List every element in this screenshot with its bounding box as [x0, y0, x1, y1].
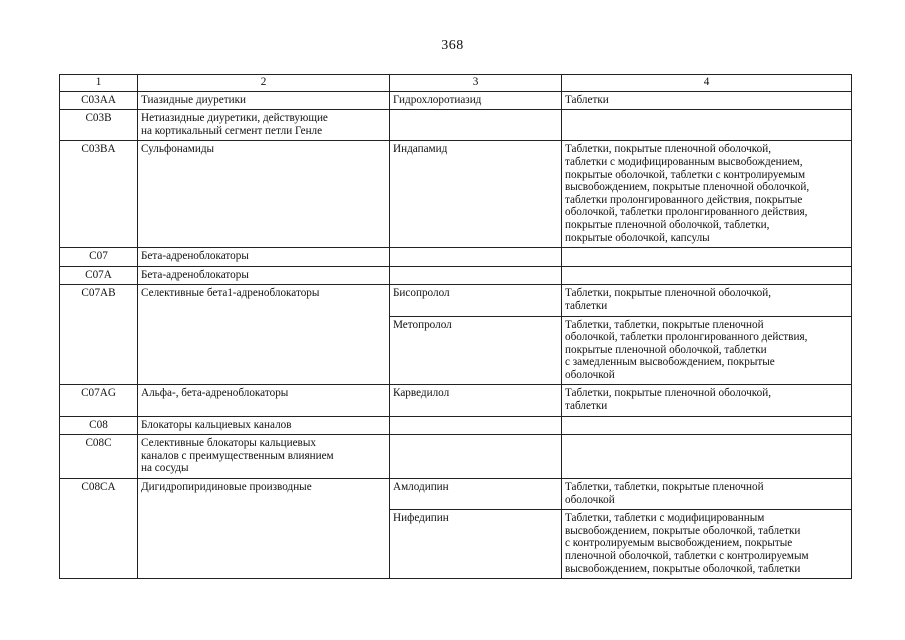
drug-cell: Амлодипин: [390, 479, 562, 510]
dosage-form-cell: Таблетки, покрытые пленочной оболочкой, таблетки: [562, 285, 852, 316]
atc-code-cell: C03AA: [60, 91, 138, 110]
atc-code-cell: C07AB: [60, 285, 138, 385]
dosage-form-cell: [562, 110, 852, 141]
page-number: 368: [441, 38, 464, 53]
group-cell: Альфа-, бета-адреноблокаторы: [138, 385, 390, 416]
header-cell: 2: [138, 75, 390, 92]
atc-code-cell: C08CA: [60, 479, 138, 579]
dosage-form-cell: Таблетки, таблетки, покрытые пленочной оболочкой: [562, 479, 852, 510]
drug-cell: Индапамид: [390, 141, 562, 248]
drug-cell: [390, 110, 562, 141]
dosage-form-cell: [562, 416, 852, 435]
atc-code-cell: C03B: [60, 110, 138, 141]
table-header-row: [60, 75, 852, 92]
atc-code-cell: C07: [60, 248, 138, 267]
group-cell: Селективные бета1-адреноблокаторы: [138, 285, 390, 385]
table-row: [60, 385, 852, 416]
group-cell: Блокаторы кальциевых каналов: [138, 416, 390, 435]
table-row: [60, 285, 852, 316]
dosage-form-cell: Таблетки: [562, 91, 852, 110]
group-cell: Тиазидные диуретики: [138, 91, 390, 110]
atc-code-cell: C08C: [60, 435, 138, 479]
table-row: [60, 248, 852, 267]
group-cell: Сульфонамиды: [138, 141, 390, 248]
dosage-form-cell: Таблетки, таблетки, покрытые пленочной оболочкой, таблетки пролонгированного действия, покрытые пленочной оболочкой, таблетки с замедленным высвобождением, покрытые оболочкой: [562, 316, 852, 385]
atc-code-cell: C07AG: [60, 385, 138, 416]
table-row: [60, 141, 852, 248]
atc-code-cell: C03BA: [60, 141, 138, 248]
header-cell: 4: [562, 75, 852, 92]
table-row: [60, 91, 852, 110]
drug-cell: Гидрохлоротиазид: [390, 91, 562, 110]
drug-cell: [390, 248, 562, 267]
header-cell: 1: [60, 75, 138, 92]
drug-classification-table: [59, 74, 852, 579]
drug-cell: Бисопролол: [390, 285, 562, 316]
group-cell: Дигидропиридиновые производные: [138, 479, 390, 579]
table-row: [60, 416, 852, 435]
table-row: [60, 110, 852, 141]
drug-cell: Нифедипин: [390, 510, 562, 579]
table-row: [60, 266, 852, 285]
dosage-form-cell: Таблетки, покрытые пленочной оболочкой, таблетки: [562, 385, 852, 416]
group-cell: Селективные блокаторы кальциевых каналов с преимущественным влиянием на сосуды: [138, 435, 390, 479]
dosage-form-cell: [562, 266, 852, 285]
group-cell: Бета-адреноблокаторы: [138, 248, 390, 267]
drug-cell: Метопролол: [390, 316, 562, 385]
dosage-form-cell: [562, 248, 852, 267]
group-cell: Бета-адреноблокаторы: [138, 266, 390, 285]
drug-cell: [390, 435, 562, 479]
dosage-form-cell: [562, 435, 852, 479]
table-row: [60, 479, 852, 510]
header-cell: 3: [390, 75, 562, 92]
dosage-form-cell: Таблетки, таблетки с модифицированным высвобождением, покрытые оболочкой, таблетки с контролируемым высвобождением, покрытые пленочной оболочкой, таблетки с контролируемым высвобождением, покрытые оболочкой, таблетки: [562, 510, 852, 579]
drug-cell: Карведилол: [390, 385, 562, 416]
dosage-form-cell: Таблетки, покрытые пленочной оболочкой, таблетки с модифицированным высвобождением, покрытые оболочкой, таблетки с контролируемым высвобождением, покрытые пленочной оболочкой, таблетки пролонгированного действия, покрытые оболочкой, таблетки пролонгированного действия, покрытые пленочной оболочкой, таблетки, покрытые оболочкой, капсулы: [562, 141, 852, 248]
group-cell: Нетиазидные диуретики, действующие на кортикальный сегмент петли Генле: [138, 110, 390, 141]
drug-cell: [390, 416, 562, 435]
atc-code-cell: C08: [60, 416, 138, 435]
atc-code-cell: C07A: [60, 266, 138, 285]
table-row: [60, 435, 852, 479]
drug-cell: [390, 266, 562, 285]
